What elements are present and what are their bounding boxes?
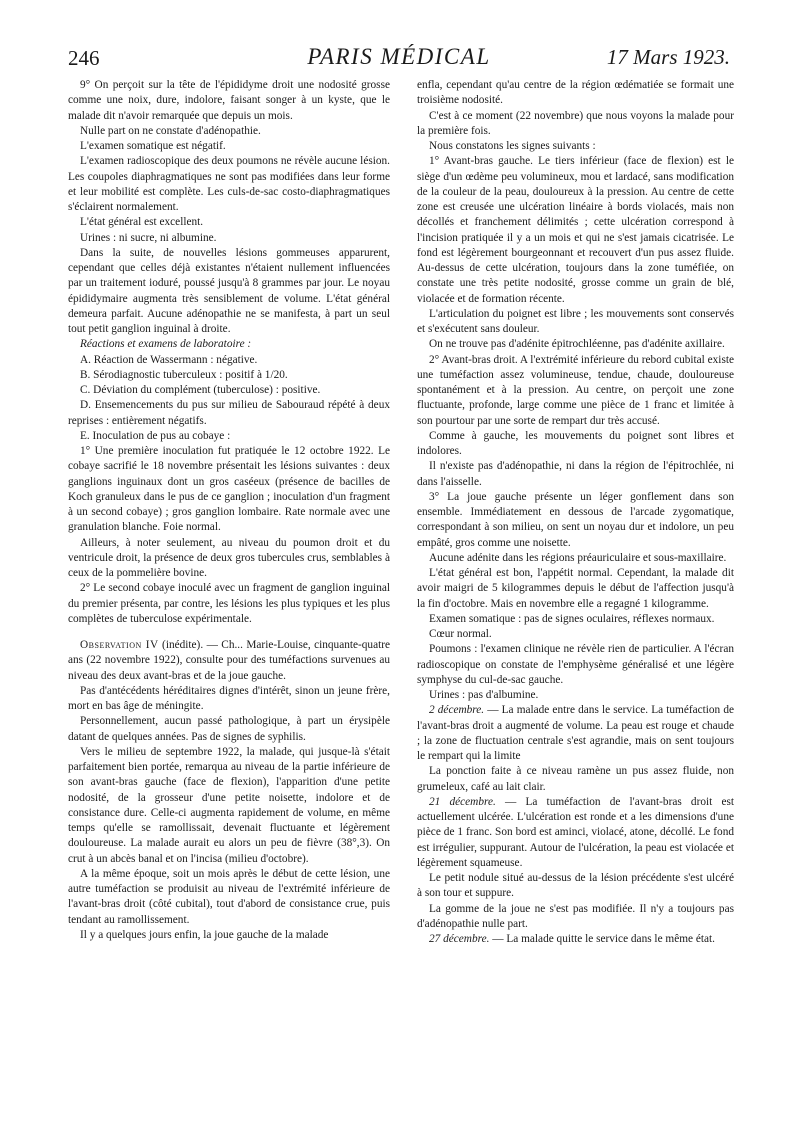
paragraph: 1° Une première inoculation fut pratiquée le 12 octobre 1922. Le cobaye sacrifié le 18 novembre présentait les lésions suivantes : deux ganglions inguinaux dont un gros caséeux (présence de bacilles de Koch granuleux dans le pus de ce ganglion ; inoculation d'un fragment à un second cobaye) ; gros ganglion lombaire. Rate normale avec une granulation blanche. Foie normal.	[68, 445, 390, 534]
entry-text: — La tuméfaction de l'avant-bras droit est actuellement ulcérée. L'ulcération est ronde et a les dimensions d'une pièce de 1 franc. Son bord est aminci, violacé, atone, décollé. Le fond est irrégulier, suppurant. Autour de l'ulcération, la peau est violacée et légèrement squameuse.	[417, 795, 735, 869]
dated-entry	[417, 795, 734, 871]
paragraph: Urines : pas d'albumine.	[429, 689, 539, 701]
entry-text: — La malade entre dans le service. La tuméfaction de l'avant-bras droit a augmenté de volume. La peau est rouge et chaude ; la zone de fluctuation centrale s'est agrandie, mais on sent toujours le rempart qui la limite	[417, 704, 734, 762]
lab-result-b: B. Sérodiagnostic tuberculeux : positif à 1/20.	[80, 368, 288, 381]
paragraph: L'état général est bon, l'appétit normal. Cependant, la malade dit avoir maigri de 5 kilogrammes depuis le début de l'affection jusqu'à la fin d'octobre. Mais en novembre elle a regagné 1 kilogramme.	[417, 567, 734, 610]
paragraph: Nulle part on ne constate d'adénopathie.	[80, 124, 261, 137]
paragraph: Pas d'antécédents héréditaires dignes d'intérêt, sinon un jeune frère, mort en bas âge de méningite.	[68, 684, 390, 712]
paragraph: La ponction faite à ce niveau ramène un pus assez fluide, non grumeleux, café au lait clair.	[417, 765, 734, 793]
paragraph: L'examen radioscopique des deux poumons ne révèle aucune lésion. Les coupoles diaphragmatiques ne sont pas modifiées dans leur forme et leur mobilité est complète. Les culs-de-sac costo-diaphragmatiques s'éclairent normalement.	[68, 155, 390, 213]
running-header	[68, 42, 730, 76]
observation-paragraph	[68, 638, 390, 684]
paragraph: Urines : ni sucre, ni albumine.	[80, 231, 217, 244]
observation-label: Observation IV	[80, 639, 159, 651]
paragraph: C'est à ce moment (22 novembre) que nous voyons la malade pour la première fois.	[417, 109, 734, 137]
journal-title: PARIS MÉDICAL	[307, 44, 491, 69]
paragraph: Il y a quelques jours enfin, la joue gauche de la malade	[80, 928, 329, 941]
section-subheading: Réactions et examens de laboratoire :	[80, 338, 252, 351]
dated-entry	[417, 932, 734, 947]
entry-date: 27 décembre.	[429, 933, 490, 945]
lab-result-c: C. Déviation du complément (tuberculose) : positive.	[80, 384, 321, 396]
paragraph: Il n'existe pas d'adénopathie, ni dans la région de l'épitrochlée, ni dans l'aisselle.	[417, 460, 734, 488]
paragraph: La gomme de la joue ne s'est pas modifiée. Il n'y a toujours pas d'adénopathie nulle part.	[417, 902, 734, 930]
paragraph: 1° Avant-bras gauche. Le tiers inférieur (face de flexion) est le siège d'un œdème peu volumineux, mou et lardacé, sans modification de la couleur de la peau, douloureux à la pression. Au centre de cette zone est creusée une ulcération linéaire à bords violacés, mais non décollés et franchement délimités ; cette ulcération correspond à l'incision pratiquée il y a un mois et qui ne s'est jamais cicatrisée. Le fond est légèrement bourgeonnant et recouvert d'un pus assez fluide. Au-dessus de cette ulcération, toujours dans la zone tuméfiée, on constate une très petite nodosité, grosse comme un grain de blé, violacée et de formation récente.	[417, 155, 734, 305]
dated-entry	[417, 703, 734, 764]
left-column	[68, 78, 390, 943]
entry-date: 21 décembre.	[429, 795, 496, 808]
paragraph: Dans la suite, de nouvelles lésions gommeuses apparurent, cependant que celles déjà existantes n'étaient nullement influencées par un traitement ioduré, poussé jusqu'à 8 grammes par jour. Le noyau épididymaire augmenta très sensiblement de volume. L'état général demeura parfait. Aucune adénopathie ne se manifesta, à part un seul tout petit ganglion inguinal à droite.	[68, 246, 390, 335]
paragraph: 9° On perçoit sur la tête de l'épididyme droit une nodosité grosse comme une noix, dure, indolore, faisant songer à un kyste, que le malade dit n'avoir remarquée que depuis un mois.	[68, 79, 390, 122]
page-number: 246	[68, 46, 100, 70]
entry-text: — La malade quitte le service dans le même état.	[489, 933, 715, 945]
lab-result-e: E. Inoculation de pus au cobaye :	[80, 429, 231, 442]
paragraph: Vers le milieu de septembre 1922, la malade, qui jusque-là s'était parfaitement bien portée, remarqua au niveau de la partie inférieure de son avant-bras gauche (face de flexion), l'apparition d'une petite nodosité, de la grosseur d'une petite noisette, indolore et de consistance dure. Celle-ci augmenta rapidement de volume, en même temps qu'elle se ramollissait, devenait fluctuante et légèrement douloureuse. La malade aurait eu alors un peu de fièvre (38°,3). On crut à un abcès banal et on l'incisa (milieu d'octobre).	[68, 745, 390, 865]
paragraph: 3° La joue gauche présente un léger gonflement dans son ensemble. Immédiatement en dessous de l'arcade zygomatique, correspondant à son milieu, on sent un noyau dur et indolore, un peu empâté, gros comme une noisette.	[417, 490, 734, 549]
paragraph: 2° Le second cobaye inoculé avec un fragment de ganglion inguinal du premier présenta, par contre, les lésions les plus typiques et les plus complètes de tuberculose expérimentale.	[68, 582, 390, 625]
paragraph: Aucune adénite dans les régions préauriculaire et sous-maxillaire.	[429, 551, 727, 564]
paragraph: On ne trouve pas d'adénite épitrochléenne, pas d'adénite axillaire.	[429, 338, 725, 351]
paragraph: 2° Avant-bras droit. A l'extrémité inférieure du rebord cubital existe une tuméfaction assez volumineuse, tendue, chaude, douloureuse spontanément et à la pression. Au centre, on perçoit une zone fluctuante, profonde, large comme une pièce de 1 franc et limitée à son pourtour par une sorte de rempart dur très accusé.	[417, 353, 734, 427]
paragraph: Ailleurs, à noter seulement, au niveau du poumon droit et du ventricule droit, la présence de deux gros tubercules crus, semblables à ceux de la pommelière bovine.	[68, 536, 390, 579]
right-column	[417, 78, 734, 947]
paragraph: Nous constatons les signes suivants :	[429, 140, 596, 152]
entry-date: 2 décembre.	[429, 704, 485, 717]
paragraph: Poumons : l'examen clinique ne révèle rien de particulier. A l'écran radioscopique on constate de l'emphysème généralisé et une légère symphyse du cul-de-sac gauche.	[417, 643, 734, 686]
paragraph: L'examen somatique est négatif.	[80, 140, 226, 152]
lab-result-a: A. Réaction de Wassermann : négative.	[80, 353, 258, 366]
paragraph: enfla, cependant qu'au centre de la région œdématiée se formait une troisième nodosité.	[417, 79, 734, 107]
issue-date: 17 Mars 1923.	[606, 45, 730, 69]
observation-text: (inédite). — Ch... Marie-Louise, cinquante-quatre ans (22 novembre 1922), consulte pour des tuméfactions survenues au niveau des deux avant-bras et de la joue gauche.	[68, 639, 391, 682]
paragraph: Comme à gauche, les mouvements du poignet sont libres et indolores.	[417, 429, 734, 457]
paragraph: L'état général est excellent.	[80, 216, 204, 229]
paragraph: A la même époque, soit un mois après le début de cette lésion, une autre tuméfaction se produisit au niveau de l'extrémité inférieure de l'avant-bras droit (côté cubital), tout d'abord de consistance crue, puis tendant au ramollissement.	[68, 867, 390, 926]
paragraph: L'articulation du poignet est libre ; les mouvements sont conservés et s'exécutent sans douleur.	[417, 307, 734, 335]
paragraph: Examen somatique : pas de signes oculaires, réflexes normaux.	[429, 612, 715, 625]
lab-result-d: D. Ensemencements du pus sur milieu de Sabouraud répété à deux reprises : entièrement négatifs.	[68, 399, 390, 427]
paragraph: Personnellement, aucun passé pathologique, à part un érysipèle datant de quelques années. Pas de signes de syphilis.	[68, 715, 390, 743]
paragraph: Le petit nodule situé au-dessus de la lésion précédente s'est ulcéré à son tour et suppure.	[417, 872, 734, 900]
paragraph: Cœur normal.	[429, 628, 492, 640]
